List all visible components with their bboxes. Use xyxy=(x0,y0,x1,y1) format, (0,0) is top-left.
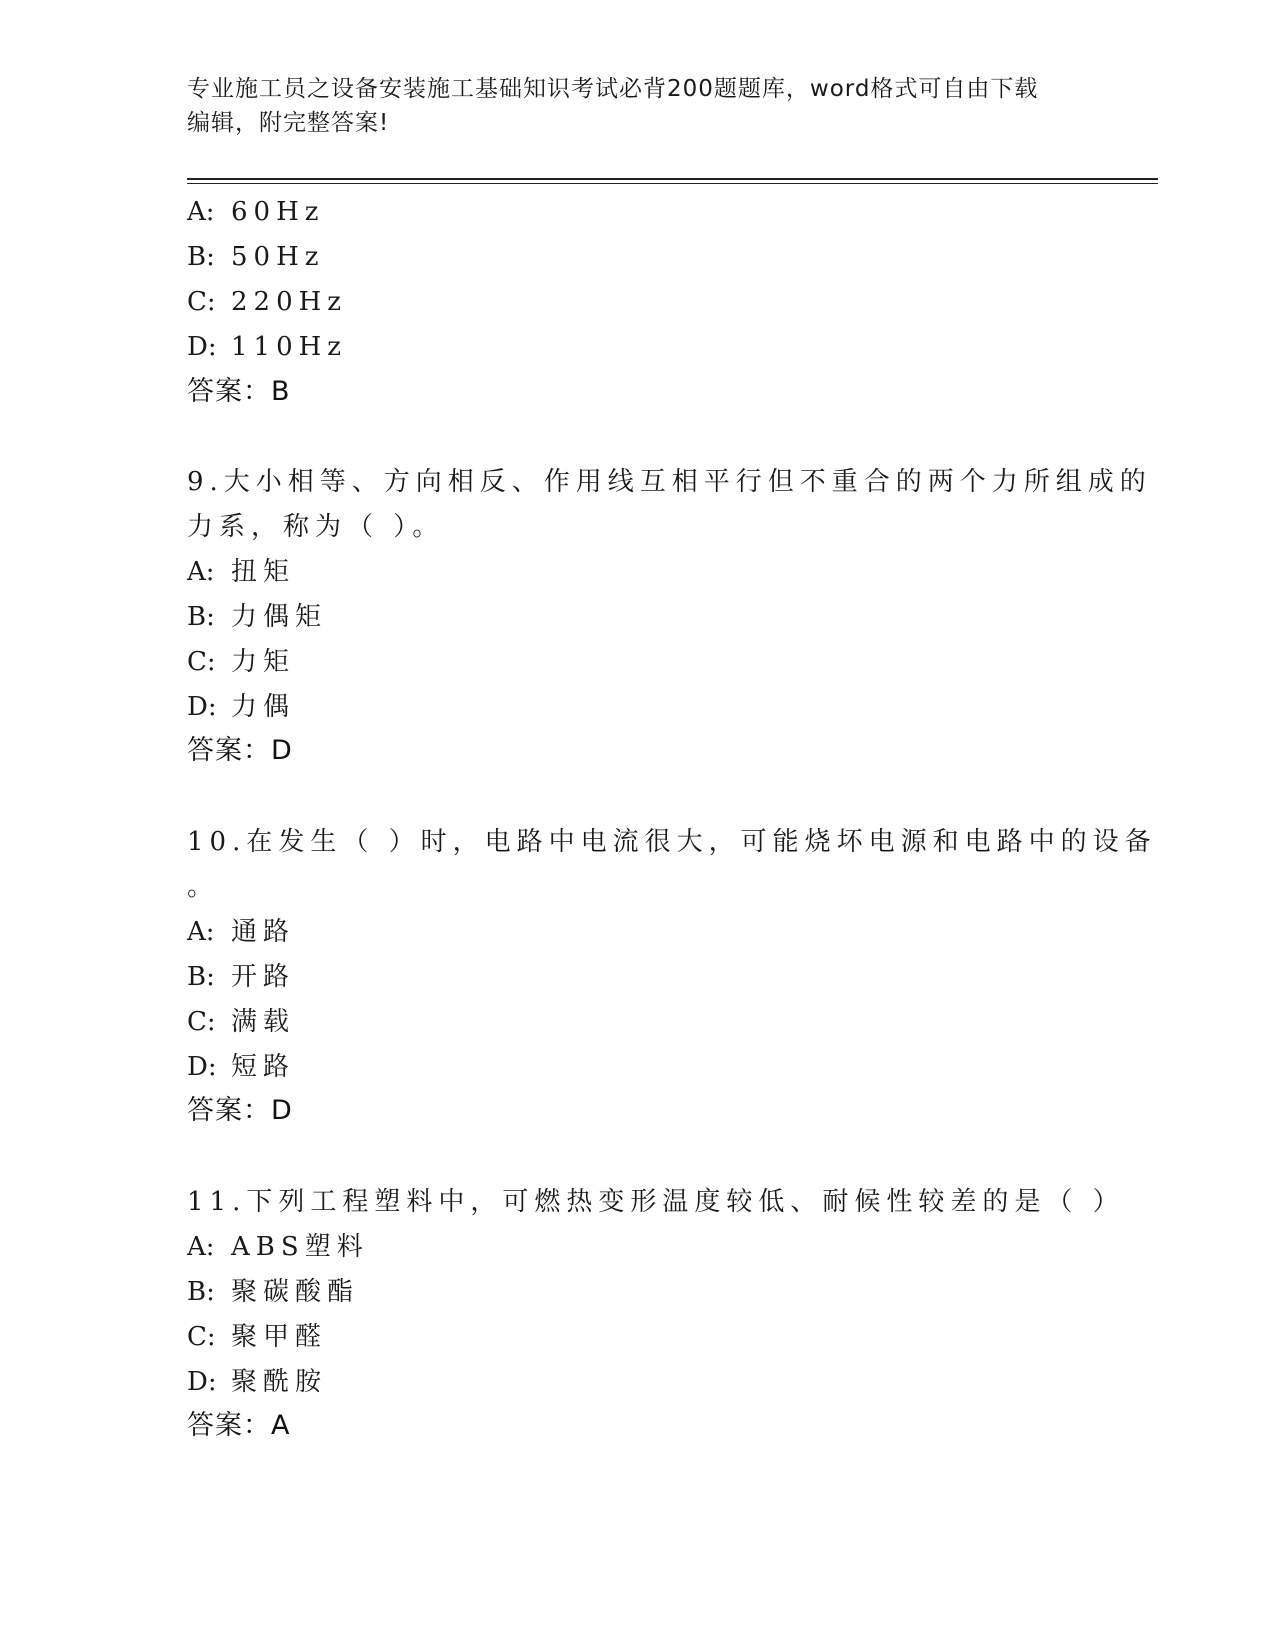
q9-stem-line-2: 力系，称为（ ）。 xyxy=(187,512,445,542)
q10-stem-line-1: 10.在发生（ ）时，电路中电流很大，可能烧坏电源和电路中的设备 xyxy=(187,827,1157,857)
option-letter: D: xyxy=(187,692,217,722)
document-header xyxy=(187,72,1087,140)
option-letter: A: xyxy=(187,197,215,227)
q10-option-c xyxy=(187,1002,295,1042)
q9-option-c xyxy=(187,642,295,682)
option-letter: C: xyxy=(187,287,216,317)
option-letter: C: xyxy=(187,647,216,677)
option-text: 力偶 xyxy=(231,692,296,722)
option-text: 短路 xyxy=(231,1052,296,1082)
header-divider-thick xyxy=(187,178,1158,180)
q11-option-d xyxy=(187,1362,327,1402)
option-letter: C: xyxy=(187,1322,216,1352)
option-text: 110Hz xyxy=(231,332,347,362)
q11-option-a xyxy=(187,1227,369,1267)
q11-option-c xyxy=(187,1317,327,1357)
header-line-1: 专业施工员之设备安装施工基础知识考试必背200题题库，word格式可自由下载 xyxy=(187,76,1039,102)
option-text: 聚甲醛 xyxy=(231,1322,328,1352)
header-line-2: 编辑，附完整答案! xyxy=(187,110,390,136)
option-text: 力矩 xyxy=(231,647,296,677)
q10-answer: 答案：D xyxy=(187,1095,293,1126)
option-text: 力偶矩 xyxy=(231,602,328,632)
q10-stem-line-2: 。 xyxy=(187,872,220,902)
option-text: 扭矩 xyxy=(231,557,296,587)
option-letter: B: xyxy=(187,602,215,632)
option-text: 满载 xyxy=(231,1007,296,1037)
q9-answer: 答案：D xyxy=(187,735,293,766)
q9-option-b xyxy=(187,597,327,637)
option-text: 聚酰胺 xyxy=(231,1367,328,1397)
q9-option-a xyxy=(187,552,295,592)
option-letter: D: xyxy=(187,332,217,362)
option-letter: B: xyxy=(187,1277,215,1307)
option-text: 60Hz xyxy=(231,197,325,227)
option-letter: D: xyxy=(187,1367,217,1397)
q8-option-c xyxy=(187,282,347,322)
q9-stem-line-1: 9.大小相等、方向相反、作用线互相平行但不重合的两个力所组成的 xyxy=(187,467,1152,497)
header-divider-thin xyxy=(187,183,1158,184)
option-letter: A: xyxy=(187,1232,215,1262)
q9-option-d xyxy=(187,687,295,727)
q8-option-d xyxy=(187,327,347,367)
q10-option-b xyxy=(187,957,295,997)
q11-option-b xyxy=(187,1272,359,1312)
q10-option-a xyxy=(187,912,295,952)
q8-option-b xyxy=(187,237,324,277)
option-text: ABS塑料 xyxy=(231,1232,369,1262)
option-letter: A: xyxy=(187,557,215,587)
option-text: 通路 xyxy=(231,917,296,947)
option-letter: B: xyxy=(187,242,215,272)
q8-option-a xyxy=(187,192,324,232)
option-text: 50Hz xyxy=(231,242,325,272)
q11-stem-line-1: 11.下列工程塑料中，可燃热变形温度较低、耐候性较差的是（ ） xyxy=(187,1187,1125,1217)
option-letter: A: xyxy=(187,917,215,947)
option-letter: B: xyxy=(187,962,215,992)
q8-answer: 答案：B xyxy=(187,376,291,407)
option-text: 聚碳酸酯 xyxy=(231,1277,360,1307)
q11-answer: 答案：A xyxy=(187,1410,291,1441)
option-letter: D: xyxy=(187,1052,217,1082)
q10-option-d xyxy=(187,1047,295,1087)
option-text: 220Hz xyxy=(231,287,347,317)
option-letter: C: xyxy=(187,1007,216,1037)
option-text: 开路 xyxy=(231,962,296,992)
